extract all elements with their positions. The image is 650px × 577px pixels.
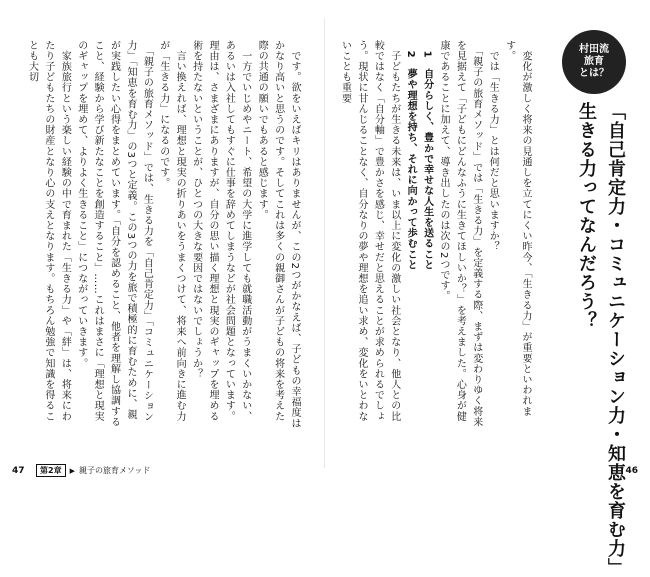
chapter-tag: 第2章 [36, 464, 66, 477]
headline-line-1: 生きる力ってなんだろう？ [576, 102, 597, 330]
gutter-divider [324, 18, 325, 468]
badge-line-2: 旅育 [584, 56, 604, 67]
paragraph: 2 夢や理想を持ち、それに向かって歩むこと [405, 50, 417, 271]
paragraph: 「親子の旅育メソッド」では、生きる力を「自己肯定力」「コミュニケーション力」「知恵を育む力」の3つと定義。この3つの力を旅で積極的に育むために、親が実践したい心得をまとめています。「自分を認めること、他者を理解し協調すること、経験から学び新たなことを創造すること」……これはまさに「理想と現実のギャップを埋めて、よりよく生きること」につながっていきます。 [75, 40, 153, 428]
headline-line-2: 「自己肯定力・コミュニケーション力・知恵を育む力」 [605, 102, 626, 577]
paragraph: 「親子の旅育メソッド」では「生きる力」を定義する際、まずは変わりゆく将来を見据えて「子どもにどんなふうに生きてほしいか？」を考えました。心身が健康であることに加えて、導き出したのは次の2つです。 [437, 40, 482, 428]
paragraph: 変化が激しく将来の見通しを立てにくい昨今、「生きる力」が重要といわれます。 [503, 40, 531, 417]
paragraph: では「生きる力」とは何だと思いますか？ [487, 50, 499, 252]
chapter-title: 親子の旅育メソッド [78, 466, 151, 475]
paragraph: 言い換えれば、理想と現実の折りあいをうまくつけて、将来へ前向きに進む力が「生きる力」になるのです。 [157, 40, 186, 422]
running-footer [36, 464, 150, 477]
paragraph: 一方でいじめやニート、希望の大学に進学しても就職活動がうまくいかない、あるいは入社してもすぐに仕事を辞めてしまうなどが社会問題となっています。理由は、さまざまにありますが、自分の思い描く理想と現実のギャップを埋める術を持たないということが、ひとつの大きな要因ではないでしょうか？ [190, 40, 251, 422]
left-page-body [12, 40, 302, 430]
page-number-left: 47 [12, 466, 25, 476]
right-page-body [339, 40, 533, 430]
section-badge [562, 30, 626, 94]
paragraph: です。欲をいえばキリはありませんが、この2つがかなえば、子どもの幸福度はかなり高いと思うのです。そしてこれは多くの親御さんが子どもの将来を考えた際の共通の願いでもあると感じます。 [256, 40, 300, 429]
badge-line-1: 村田流 [579, 44, 609, 55]
paragraph: 子どもたちが生きる未来は、いま以上に変化の激しい社会となり、他人との比較ではなく「自分軸」で豊かさを感じ、幸せだと思えることが求められるでしょう。現状に甘んじることなく、自分なりの夢や理想を追い求め、変化をいとわないことも重要 [339, 40, 400, 422]
badge-line-3: とは？ [579, 68, 609, 79]
paragraph: 家族旅行という楽しい経験の中で育まれた「生きる力」や「絆」は、将来にわたり子どもたちの財産となり心の支えとなります。もちろん勉強で知識を得ることも大切 [26, 40, 71, 422]
page-number-right: 46 [625, 466, 638, 476]
triangle-right-icon: ▶ [69, 466, 75, 475]
paragraph: 1 自分らしく、豊かで幸せな人生を送ること [421, 50, 433, 271]
